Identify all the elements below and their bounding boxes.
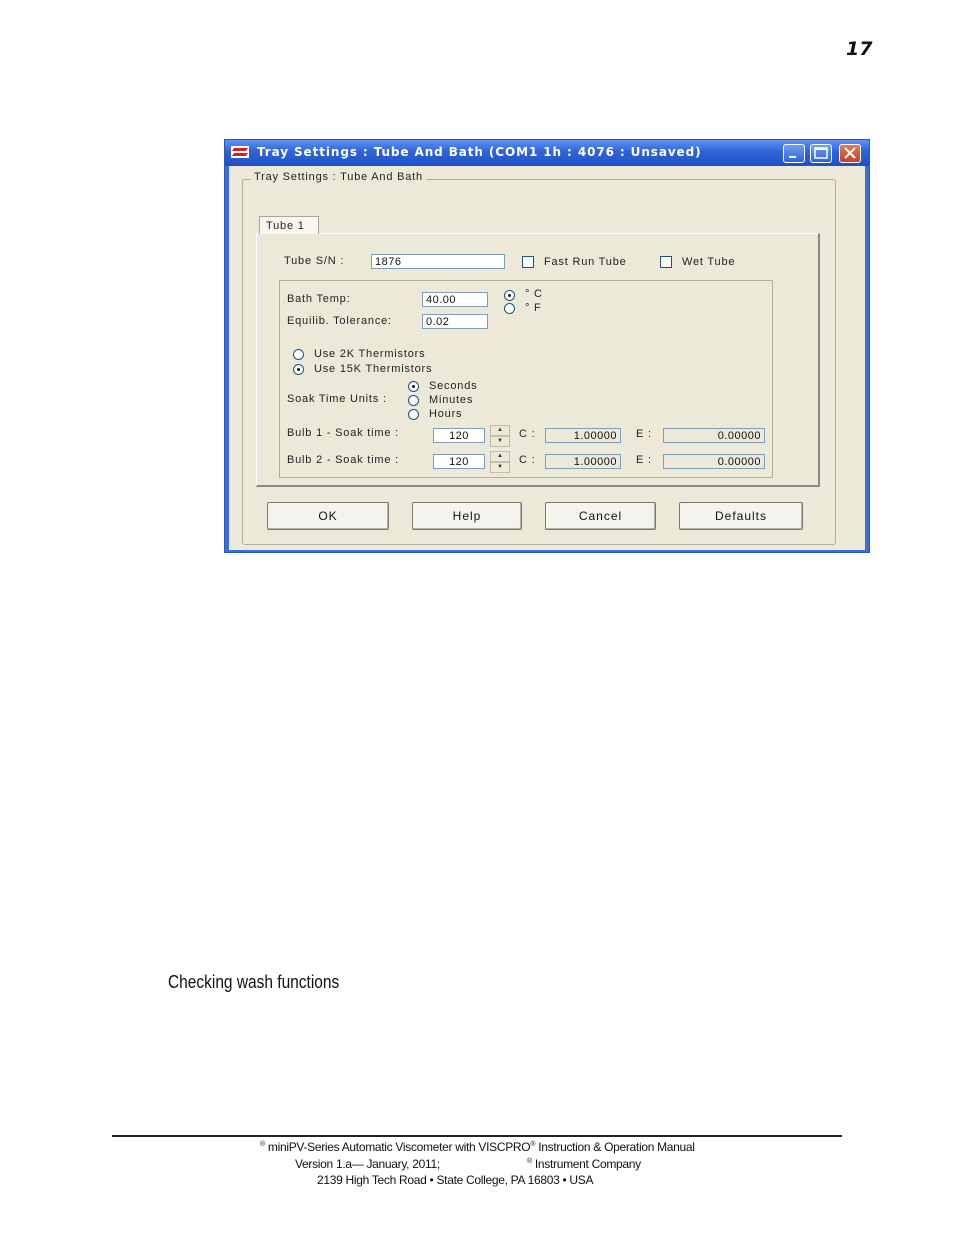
defaults-button[interactable]: Defaults [679, 502, 803, 530]
fast-run-tube-checkbox[interactable] [522, 256, 534, 268]
spin-up-icon[interactable]: ▲ [490, 425, 510, 436]
soak-seconds-radio[interactable] [408, 381, 419, 392]
soak-hours-radio[interactable] [408, 409, 419, 420]
soak-time-units-label: Soak Time Units : [287, 393, 387, 405]
cancel-button[interactable]: Cancel [545, 502, 656, 530]
close-icon[interactable] [839, 144, 861, 163]
soak-minutes-radio[interactable] [408, 395, 419, 406]
thermistor-2k-label: Use 2K Thermistors [314, 348, 426, 360]
unit-c-label: ° C [525, 288, 543, 300]
app-icon [231, 146, 249, 158]
ok-button[interactable]: OK [267, 502, 389, 530]
tube-sn-input[interactable]: 1876 [371, 254, 505, 269]
help-button[interactable]: Help [412, 502, 522, 530]
page-number: 17 [846, 38, 873, 60]
footer-line-2a: Version 1.a— January, 2011; [295, 1157, 440, 1171]
footer-line-2b: ® Instrument Company [527, 1157, 641, 1171]
bulb2-soak-label: Bulb 2 - Soak time : [287, 454, 399, 466]
wet-tube-checkbox[interactable] [660, 256, 672, 268]
bulb2-c-label: C : [519, 454, 536, 466]
spin-down-icon[interactable]: ▼ [490, 462, 510, 473]
bulb1-e-value: 0.00000 [663, 428, 765, 443]
bulb2-e-value: 0.00000 [663, 454, 765, 469]
footer-line-1: ® miniPV-Series Automatic Viscometer with VISCPRO® Instruction & Operation Manual [260, 1140, 695, 1154]
equilib-tolerance-input[interactable]: 0.02 [422, 314, 488, 329]
bulb2-soak-input[interactable]: 120 [433, 454, 485, 469]
unit-f-label: ° F [525, 302, 542, 314]
soak-seconds-label: Seconds [429, 380, 478, 392]
bath-temp-input[interactable]: 40.00 [422, 292, 488, 307]
soak-hours-label: Hours [429, 408, 463, 420]
tab-tube-1[interactable]: Tube 1 [259, 216, 319, 234]
soak-minutes-label: Minutes [429, 394, 474, 406]
tray-settings-dialog [224, 139, 870, 553]
bulb1-soak-label: Bulb 1 - Soak time : [287, 427, 399, 439]
minimize-icon[interactable] [783, 144, 805, 163]
equilib-tolerance-label: Equilib. Tolerance: [287, 315, 392, 327]
footer-rule [112, 1135, 842, 1137]
tube-sn-label: Tube S/N : [284, 255, 345, 267]
window-title: Tray Settings : Tube And Bath (COM1 1h : 4076 : Unsaved) [257, 145, 702, 159]
fast-run-tube-label: Fast Run Tube [544, 256, 627, 268]
thermistor-15k-label: Use 15K Thermistors [314, 363, 433, 375]
group-label: Tray Settings : Tube And Bath [251, 171, 426, 183]
bulb1-c-label: C : [519, 428, 536, 440]
bulb2-c-value: 1.00000 [545, 454, 621, 469]
unit-f-radio[interactable] [504, 303, 515, 314]
bulb1-soak-input[interactable]: 120 [433, 428, 485, 443]
footer-line-3: 2139 High Tech Road • State College, PA 16803 • USA [317, 1173, 594, 1187]
bulb1-e-label: E : [636, 428, 652, 440]
thermistor-2k-radio[interactable] [293, 349, 304, 360]
bulb1-soak-spinner[interactable] [490, 425, 510, 447]
spin-down-icon[interactable]: ▼ [490, 436, 510, 447]
bulb2-e-label: E : [636, 454, 652, 466]
wet-tube-label: Wet Tube [682, 256, 736, 268]
title-bar[interactable] [225, 140, 869, 166]
bath-temp-label: Bath Temp: [287, 293, 351, 305]
thermistor-15k-radio[interactable] [293, 364, 304, 375]
spin-up-icon[interactable]: ▲ [490, 451, 510, 462]
section-heading: Checking wash functions [168, 972, 340, 992]
bulb1-c-value: 1.00000 [545, 428, 621, 443]
maximize-icon[interactable] [810, 144, 832, 163]
bulb2-soak-spinner[interactable] [490, 451, 510, 473]
dialog-client-area [229, 166, 865, 550]
unit-c-radio[interactable] [504, 290, 515, 301]
